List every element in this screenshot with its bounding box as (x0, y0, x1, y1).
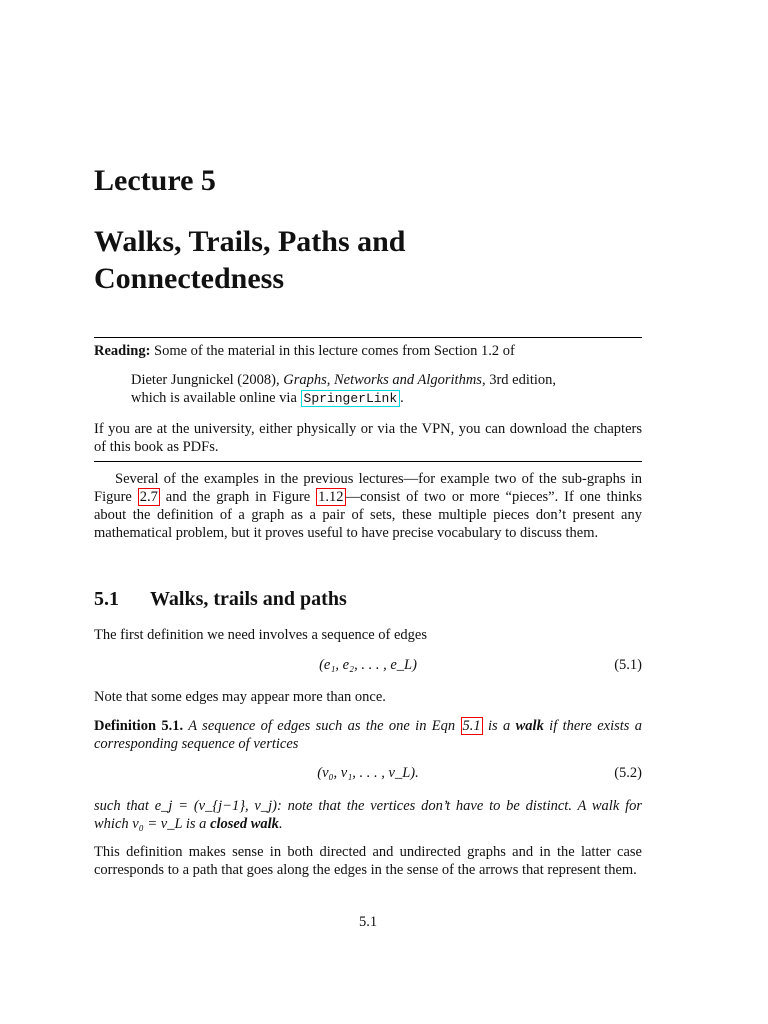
definition-continuation (94, 797, 642, 833)
reading-paragraph (94, 342, 642, 360)
chapter-title-line-2: Connectedness (94, 262, 285, 295)
reading-reference (131, 371, 631, 408)
vpn-paragraph: If you are at the university, either physically or via the VPN, you can download the chapters of this book as PDFs. (94, 421, 642, 455)
ref-title: Graphs, Networks and Algorithms (283, 372, 482, 388)
def-cont-text2: . (278, 816, 283, 832)
definition-5-1 (94, 717, 642, 753)
ref-author: Dieter Jungnickel (2008), (131, 372, 284, 388)
section-title: Walks, trails and paths (150, 588, 347, 610)
equation-5-2-math: (v₀, v₁, . . . , v_L). (317, 765, 419, 781)
definition-term-walk: walk (515, 718, 544, 734)
intro-part3: —consist of two or more “pieces”. If one thinks about the definition of a graph as a pair of sets, these multiple pieces don’t present any mathematical problem, but it proves useful to have precise vocabulary to discuss them. (94, 489, 642, 541)
equation-5-1 (94, 657, 642, 677)
equation-5-2 (94, 765, 642, 785)
definition-text1: A sequence of edges such as the one in Eqn (183, 718, 461, 734)
section-number: 5.1 (94, 588, 119, 610)
reading-text: Some of the material in this lecture comes from Section 1.2 of (150, 343, 515, 359)
last-paragraph: This definition makes sense in both directed and undirected graphs and in the latter case corresponds to a path that goes along the edges in the sense of the arrows that represent them. (94, 844, 642, 878)
ref-edition: , 3rd edition, (481, 372, 557, 388)
intro-paragraph (94, 470, 642, 542)
figure-ref-1-12[interactable]: 1.12 (318, 489, 344, 505)
chapter-title (94, 223, 654, 297)
figure-ref-2-7[interactable]: 2.7 (139, 489, 158, 505)
definition-label: Definition 5.1. (94, 718, 184, 734)
equation-5-1-math: (e₁, e₂, . . . , e_L) (319, 657, 417, 673)
page-number: 5.1 (358, 914, 378, 930)
chapter-title-line-1: Walks, Trails, Paths and (94, 225, 406, 258)
springerlink-link[interactable]: SpringerLink (301, 390, 401, 407)
equation-ref-5-1[interactable]: 5.1 (462, 718, 481, 734)
definition-text3: if there exists a corresponding sequence of vertices (94, 718, 643, 752)
equation-5-1-number: (5.1) (614, 657, 642, 673)
intro-part2: and the graph in Figure (159, 489, 317, 505)
first-definition-intro: The first definition we need involves a sequence of edges (94, 627, 427, 643)
definition-term-closed-walk: closed walk (210, 816, 279, 832)
reading-bottom-rule (94, 461, 642, 462)
chapter-label: Lecture 5 (94, 164, 216, 197)
reading-label: Reading: (94, 343, 151, 359)
ref-end: . (400, 390, 404, 406)
note-paragraph: Note that some edges may appear more than once. (94, 689, 386, 705)
reading-top-rule (94, 337, 642, 338)
ref-line2: which is available online via (131, 390, 301, 406)
definition-text2: is a (482, 718, 516, 734)
intro-part1: Several of the examples in the previous lectures—for example two of the sub-graphs in Figure (94, 471, 642, 505)
section-heading (94, 588, 347, 611)
def-cont-text1: such that e_j = (v_{j−1}, v_j): note that the vertices don’t have to be distinct. A walk for which v₀ = v_L is a (94, 798, 642, 832)
equation-5-2-number: (5.2) (614, 765, 642, 781)
